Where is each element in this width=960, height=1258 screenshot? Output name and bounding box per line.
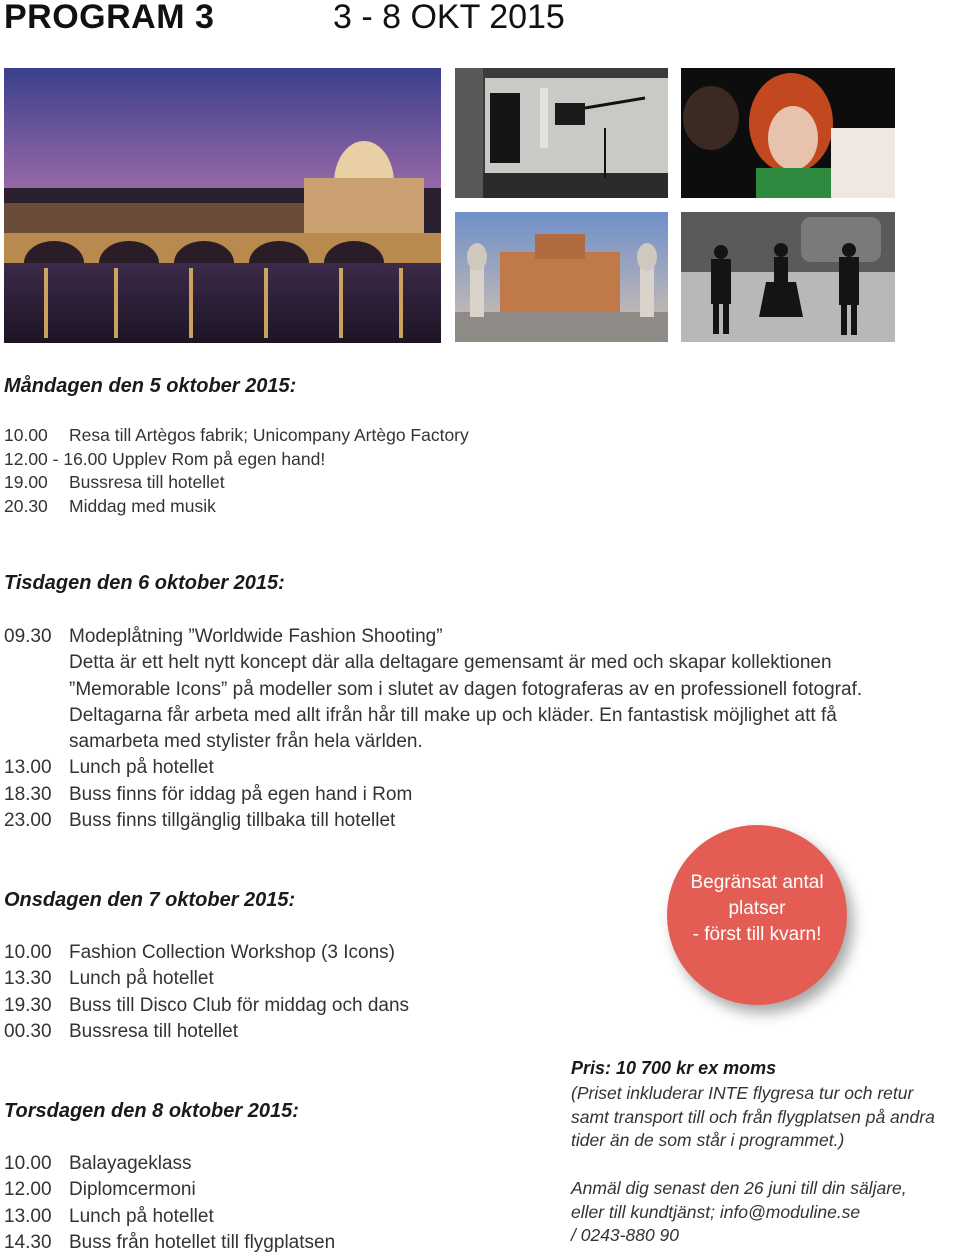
price-note (571, 1082, 935, 1153)
schedule-text: Balayageklass (69, 1153, 192, 1174)
badge-line: - först till kvarn! (692, 924, 822, 945)
schedule-text: Resa till Artègos fabrik; Unicompany Artègo Factory (69, 425, 469, 445)
schedule-item (4, 1204, 335, 1230)
contact-line: Anmäl dig senast den 26 juni till din säljare, (571, 1178, 907, 1198)
description-line: Deltagarna får arbeta med allt ifrån hår till make up och kläder. En fantastisk möjlighet att få (69, 704, 837, 726)
schedule-time: 10.00 (4, 942, 52, 963)
schedule-item (4, 495, 469, 519)
price-note-line: samt transport till och från flygplatsen på andra (571, 1106, 935, 1127)
schedule-text: Bussresa till hotellet (69, 472, 225, 493)
schedule-time: 18.30 (4, 783, 52, 805)
schedule-item (4, 424, 469, 448)
schedule-item (4, 471, 469, 495)
schedule-time: 13.30 (4, 968, 52, 990)
contact-line: / 0243-880 90 (571, 1225, 680, 1246)
schedule-time: 10.00 (4, 425, 48, 445)
page-title: PROGRAM 3 (4, 0, 215, 36)
schedule-time: 14.30 (4, 1231, 52, 1253)
schedule-text: Fashion Collection Workshop (3 Icons) (69, 942, 395, 963)
rome-bridge-night-photo (4, 68, 441, 343)
schedule-item (4, 755, 862, 781)
schedule-item (4, 1230, 335, 1256)
price-note-line: tider än de som står i programmet.) (571, 1130, 845, 1151)
monday-heading: Måndagen den 5 oktober 2015: (4, 375, 297, 397)
thursday-schedule (4, 1151, 335, 1256)
schedule-time: 19.30 (4, 994, 52, 1016)
schedule-time: 00.30 (4, 1020, 52, 1042)
schedule-time: 13.00 (4, 757, 52, 779)
schedule-time: 23.00 (4, 810, 52, 832)
schedule-item (4, 1151, 335, 1177)
fashion-models-bw-photo (681, 212, 895, 342)
makeup-model-photo (681, 68, 895, 198)
schedule-item (4, 624, 862, 650)
schedule-text: Upplev Rom på egen hand! (112, 448, 326, 469)
limited-seats-badge (667, 825, 847, 1005)
description-line: samarbeta med stylister från hela världen. (69, 731, 423, 753)
tuesday-heading: Tisdagen den 6 oktober 2015: (4, 572, 285, 594)
castel-santangelo-photo (455, 212, 668, 342)
schedule-text: Middag med musik (69, 496, 216, 517)
description-line: ”Memorable Icons” på modeller som i slutet av dagen fotograferas av en professionell fotograf. (69, 678, 863, 700)
schedule-text: Lunch på hotellet (69, 1205, 214, 1227)
schedule-item (4, 993, 409, 1019)
schedule-item (4, 1177, 335, 1203)
schedule-text: Lunch på hotellet (69, 757, 214, 779)
schedule-item (4, 1019, 409, 1045)
schedule-item (4, 940, 409, 966)
schedule-time: 13.00 (4, 1205, 52, 1227)
price-title: Pris: 10 700 kr ex moms (571, 1058, 777, 1078)
schedule-time: 12.00 - 16.00 (4, 448, 108, 469)
wednesday-heading: Onsdagen den 7 oktober 2015: (4, 889, 296, 911)
program-dates: 3 - 8 OKT 2015 (333, 0, 565, 36)
schedule-time: 19.00 (4, 472, 48, 493)
wednesday-schedule (4, 940, 409, 1045)
badge-line: platser (728, 898, 786, 919)
schedule-text: Buss finns för iddag på egen hand i Rom (69, 783, 413, 805)
description-line: Detta är ett helt nytt koncept där alla deltagare gemensamt är med och skapar kollektionen (69, 652, 832, 674)
schedule-text: Diplomcermoni (69, 1179, 196, 1201)
schedule-time: 10.00 (4, 1153, 52, 1174)
schedule-text: Buss från hotellet till flygplatsen (69, 1231, 336, 1253)
price-note-line: (Priset inkluderar INTE flygresa tur och retur (571, 1083, 914, 1103)
schedule-text: Modeplåtning ”Worldwide Fashion Shooting” (69, 626, 443, 647)
schedule-time: 09.30 (4, 626, 52, 647)
badge-line: Begränsat antal (690, 872, 824, 893)
schedule-time: 20.30 (4, 496, 48, 517)
monday-schedule (4, 424, 469, 519)
schedule-item (4, 448, 469, 472)
photo-studio-photo (455, 68, 668, 198)
schedule-item (4, 966, 409, 992)
schedule-item (4, 782, 862, 808)
schedule-text: Lunch på hotellet (69, 968, 214, 990)
contact-line: eller till kundtjänst; info@moduline.se (571, 1201, 861, 1222)
schedule-text: Bussresa till hotellet (69, 1020, 238, 1042)
schedule-text: Buss till Disco Club för middag och dans (69, 994, 410, 1016)
thursday-heading: Torsdagen den 8 oktober 2015: (4, 1100, 299, 1122)
contact-info (571, 1177, 907, 1248)
schedule-text: Buss finns tillgänglig tillbaka till hotellet (69, 810, 396, 832)
tuesday-schedule (4, 624, 862, 834)
schedule-time: 12.00 (4, 1179, 52, 1201)
